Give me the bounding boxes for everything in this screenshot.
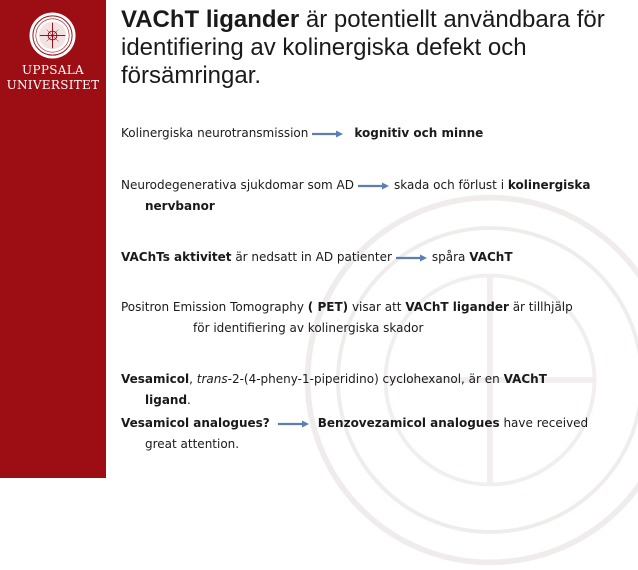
l4-text: Positron Emission Tomography [121,300,308,314]
arrow-right-icon [312,130,344,138]
university-seal-icon [28,11,77,60]
arrow-right-icon [358,182,390,190]
slide-title [121,6,631,90]
l6-bold: Vesamicol analogues? [121,416,270,430]
l4-text-d: för identifiering av kolinergiska skador [193,321,424,335]
arrow-right-icon [278,420,310,428]
line-1 [121,123,631,144]
title-bold: VAChT ligander [121,6,300,33]
line-4 [121,297,631,339]
l2-bold-2: nervbanor [145,199,215,213]
l4-text-b: visar att [348,300,406,314]
l2-text-b: skada och förlust i [394,178,508,192]
line-5 [121,369,631,411]
line-2 [121,175,631,217]
l5-bold-3: ligand [145,393,188,407]
l3-text-b: spåra [431,250,470,264]
l4-text-c: är tillhjälp [508,300,573,314]
l5-text: -2-(4-pheny-1-piperidino) cyclohexanol, är en [227,372,504,386]
university-name-line1: UPPSALA [22,63,84,77]
l5-dot: . [187,393,191,407]
l5-bold: Vesamicol [121,372,190,386]
l6-bold-2: Benzovezamicol analogues [317,416,500,430]
line-3 [121,247,631,268]
l5-italic: trans [196,372,228,386]
l6-text-b: great attention. [145,437,240,451]
l5-sep: , [189,372,197,386]
l6-text: have received [499,416,589,430]
sidebar [0,0,106,478]
l4-bold-2: VAChT ligander [405,300,509,314]
arrow-right-icon [396,254,428,262]
line-6 [121,413,631,455]
l5-bold-2: VAChT [503,372,547,386]
l2-text: Neurodegenerativa sjukdomar som AD [121,178,354,192]
l1-text: Kolinergiska neurotransmission [121,126,309,140]
l2-bold: kolinergiska [507,178,591,192]
l1-bold: kognitiv och minne [354,126,484,140]
title-rest: är potentiellt användbara för identifiering av kolinergiska defekt och försämringar. [121,6,605,89]
l3-bold: VAChTs aktivitet [121,250,232,264]
university-name-line2: UNIVERSITET [6,78,100,92]
l4-bold: ( PET) [307,300,349,314]
l3-text: är nedsatt in AD patienter [231,250,392,264]
l3-bold-2: VAChT [469,250,513,264]
